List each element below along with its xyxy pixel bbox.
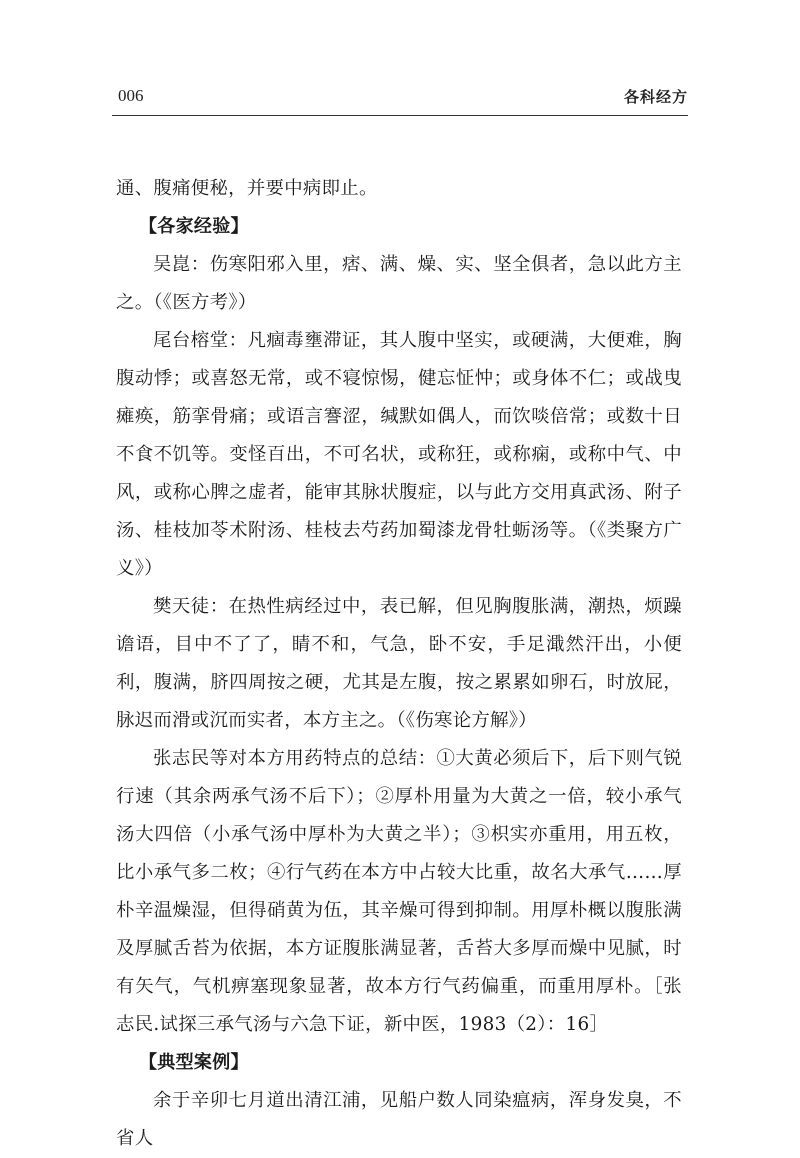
paragraph-intro: 通、腹痛便秘，并要中病即止。 xyxy=(116,178,378,199)
page-number: 006 xyxy=(118,86,144,105)
page-header xyxy=(118,86,688,112)
body-text xyxy=(116,170,682,1158)
section-heading-experience: 【各家经验】 xyxy=(139,216,249,237)
paragraph-fan-tiantu: 樊天徒：在热性病经过中，表已解，但见胸腹胀满，潮热，烦躁谵语，目中不了了，睛不和，气急，卧不安，手足濈然汗出，小便利，腹满，脐四周按之硬，尤其是左腹，按之累累如卵石，时放屁，脉迟而滑或沉而实者，本方主之。（《伤寒论方解》） xyxy=(116,596,682,731)
paragraph-zhang-zhimin: 张志民等对本方用药特点的总结：①大黄必须后下，后下则气锐行速（其余两承气汤不后下）；②厚朴用量为大黄之一倍，较小承气汤大四倍（小承气汤中厚朴为大黄之半）；③枳实亦重用，用五枚，比小承气多二枚；④行气药在本方中占较大比重，故名大承气……厚朴辛温燥湿，但得硝黄为伍，其辛燥可得到抑制。用厚朴概以腹胀满及厚腻舌苔为依据，本方证腹胀满显著，舌苔大多厚而燥中见腻，时有矢气，气机痹塞现象显著，故本方行气药偏重，而重用厚朴。［张志民.试探三承气汤与六急下证，新中医，1983（2）：16］ xyxy=(116,748,682,1035)
running-title: 各科经方 xyxy=(623,88,688,106)
section-heading-cases: 【典型案例】 xyxy=(139,1052,249,1073)
paragraph-case: 余于辛卯七月道出清江浦，见船户数人同染瘟病，浑身发臭，不省人 xyxy=(116,1090,682,1149)
header-rule xyxy=(112,115,688,116)
paragraph-weitai: 尾台榕堂：凡痼毒壅滞证，其人腹中坚实，或硬满，大便难，胸腹动悸；或喜怒无常，或不寝惊惕，健忘怔忡；或身体不仁；或战曳瘫痪，筋挛骨痛；或语言謇涩，缄默如偶人，而饮啖倍常；或数十日不食不饥等。变怪百出，不可名状，或称狂，或称痫，或称中气、中风，或称心脾之虚者，能审其脉状腹症，以与此方交用真武汤、附子汤、桂枝加苓术附汤、桂枝去芍药加蜀漆龙骨牡蛎汤等。（《类聚方广义》） xyxy=(116,330,682,579)
paragraph-wu-kun: 吴崑：伤寒阳邪入里，痞、满、燥、实、坚全俱者，急以此方主之。（《医方考》） xyxy=(116,254,682,313)
